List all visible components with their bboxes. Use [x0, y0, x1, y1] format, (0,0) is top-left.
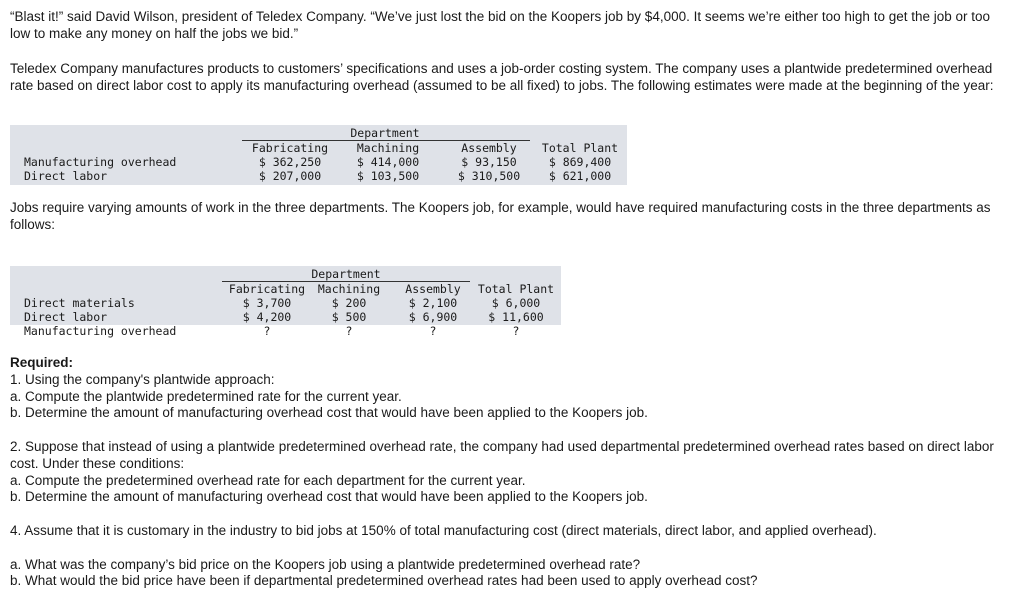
- table1-cell: $ 869,400: [548, 155, 612, 169]
- table2-cell: $ 6,900: [408, 310, 458, 324]
- question-1: 1. Using the company's plantwide approach:: [10, 372, 275, 387]
- required-title: Required:: [10, 355, 74, 370]
- question-2a: a. Compute the predetermined overhead rate for each department for the current year.: [10, 473, 526, 488]
- table2-cell: $ 11,600: [488, 310, 544, 324]
- table1-cell: $ 362,250: [258, 155, 322, 169]
- table2-cell: $ 2,100: [408, 296, 458, 310]
- question-1b: b. Determine the amount of manufacturing overhead cost that would have been applied to the Koopers job.: [10, 405, 648, 420]
- table2-row-label: Direct labor: [24, 310, 108, 324]
- question-2b: b. Determine the amount of manufacturing overhead cost that would have been applied to the Koopers job.: [10, 489, 648, 504]
- table1-col-fabricating: Fabricating: [251, 141, 329, 155]
- table2-cell: ?: [345, 324, 353, 338]
- table2-row-label: Direct materials: [24, 296, 135, 310]
- table2-group-header: Department: [311, 267, 381, 281]
- table1-cell: $ 310,500: [457, 169, 521, 183]
- table2-cell: $ 500: [331, 310, 367, 324]
- question-4a: a. What was the company’s bid price on the Koopers job using a plantwide predetermined overhead rate?: [10, 557, 641, 572]
- table1-cell: $ 414,000: [356, 155, 420, 169]
- intro-paragraph: “Blast it!” said David Wilson, president of Teledex Company. “We’ve just lost the bid on the Koopers job by $4,000. It seems we’re either too high to get the job or too low to make any money on half the jobs we bid.”: [10, 9, 991, 41]
- table1-col-machining: Machining: [356, 141, 420, 155]
- table1-cell: $ 621,000: [548, 169, 612, 183]
- table2-col-machining: Machining: [317, 282, 381, 296]
- question-4b: b. What would the bid price have been if departmental predetermined overhead rates had been used to apply overhead cost?: [10, 573, 758, 588]
- description-paragraph: Teledex Company manufactures products to customers’ specifications and uses a job-order costing system. The company uses a plantwide predetermined overhead rate based on direct labor cost to apply its manufacturing overhead (assumed to be all fixed) to jobs. The following estimates were made at the beginning of the year:: [10, 61, 994, 93]
- table2-cell: ?: [429, 324, 437, 338]
- table2-row-label: Manufacturing overhead: [24, 324, 177, 338]
- table2-cell: $ 6,000: [491, 296, 541, 310]
- table1-cell: $ 93,150: [461, 155, 517, 169]
- table2-col-fabricating: Fabricating: [228, 282, 306, 296]
- jobs-paragraph: Jobs require varying amounts of work in the three departments. The Koopers job, for example, would have required manufacturing costs in the three departments as follows:: [10, 200, 991, 232]
- table1-row-label: Direct labor: [24, 169, 108, 183]
- question-2: 2. Suppose that instead of using a plantwide predetermined overhead rate, the company had used departmental predetermined overhead rates based on direct labor cost. Under these conditions:: [10, 439, 994, 471]
- question-1a: a. Compute the plantwide predetermined rate for the current year.: [10, 389, 402, 404]
- table2-cell: ?: [512, 324, 520, 338]
- table1-cell: $ 103,500: [356, 169, 420, 183]
- table2-cell: $ 200: [331, 296, 367, 310]
- table1-col-assembly: Assembly: [461, 141, 517, 155]
- table2-cell: $ 4,200: [242, 310, 292, 324]
- table2-col-assembly: Assembly: [405, 282, 461, 296]
- table1-col-total: Total Plant: [541, 141, 619, 155]
- table1-cell: $ 207,000: [258, 169, 322, 183]
- table1-row-label: Manufacturing overhead: [24, 155, 177, 169]
- table2-cell: $ 3,700: [242, 296, 292, 310]
- table1-group-header: Department: [350, 126, 420, 140]
- question-4: 4. Assume that it is customary in the industry to bid jobs at 150% of total manufacturing cost (direct materials, direct labor, and applied overhead).: [10, 523, 877, 538]
- table2-col-total: Total Plant: [477, 282, 555, 296]
- table2-cell: ?: [263, 324, 271, 338]
